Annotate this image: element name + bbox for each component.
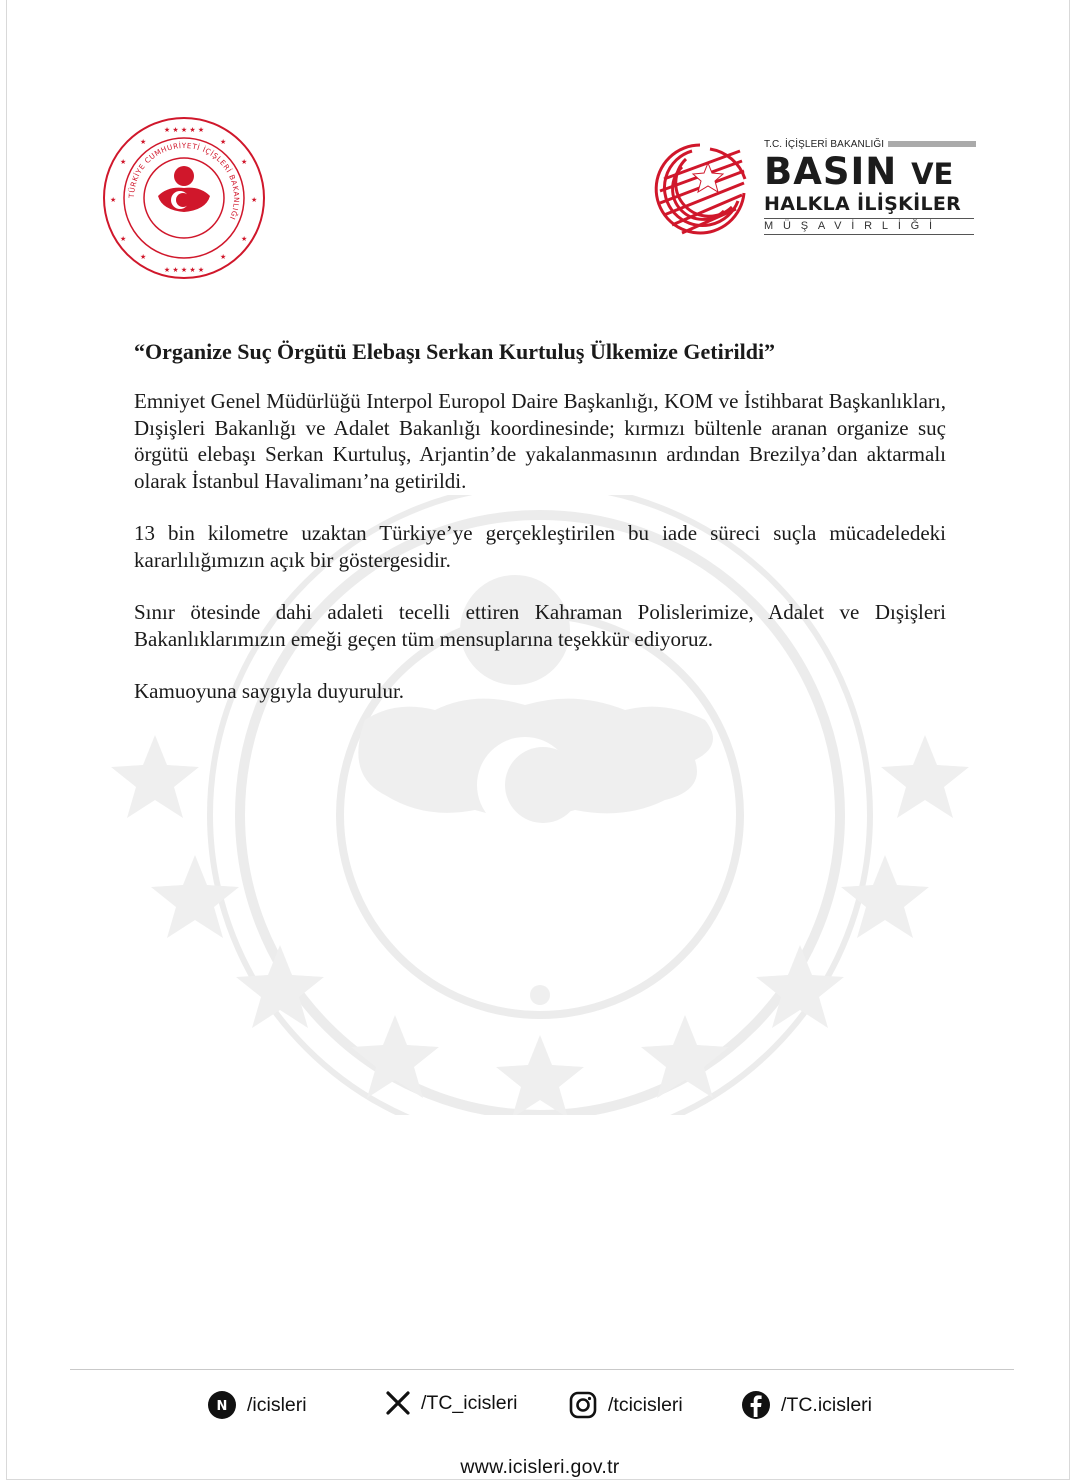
social-x[interactable] xyxy=(385,1390,517,1416)
social-handle-facebook[interactable]: /TC.icisleri xyxy=(781,1393,872,1416)
social-handle-nsosyal[interactable]: /icisleri xyxy=(247,1393,307,1416)
svg-text:★: ★ xyxy=(220,253,227,261)
svg-text:★: ★ xyxy=(241,158,248,166)
footer-divider xyxy=(70,1369,1014,1370)
svg-text:★: ★ xyxy=(120,235,127,243)
closing-line: Kamuoyuna saygıyla duyurulur. xyxy=(134,679,405,703)
crescent-star-icon xyxy=(650,139,750,239)
svg-text:★: ★ xyxy=(241,235,248,243)
seal-text: TÜRKİYE CUMHURİYETİ İÇİŞLERİ BAKANLIĞI xyxy=(126,140,242,222)
press-release-body xyxy=(134,337,946,704)
social-nsosyal[interactable] xyxy=(207,1390,307,1420)
brand-line-3: MÜŞAVİRLİĞİ xyxy=(764,218,974,235)
svg-text:★: ★ xyxy=(110,196,117,204)
ministry-seal-logo xyxy=(100,116,268,280)
paragraph-1: Emniyet Genel Müdürlüğü Interpol Europol Daire Başkanlığı, KOM ve İstihbarat Başkanlıkları, Dışişleri Bakanlığı ve Adalet Bakanlığı koordinesinde; kırmızı bültenle aranan organize suç örgütü elebaşı Serkan Kurtuluş, Arjantin’de yakalanmasının ardından Brezilya’dan aktarmalı olarak İstanbul Havalimanı’na getirildi. xyxy=(134,389,946,493)
instagram-icon xyxy=(568,1390,598,1420)
svg-text:★ ★ ★ ★ ★: ★ ★ ★ ★ ★ xyxy=(163,126,205,134)
paragraph-3: Sınır ötesinde dahi adaleti tecelli ettiren Kahraman Polislerimize, Adalet ve Dışişleri Bakanlıklarımızın emeği geçen tüm mensuplarına teşekkür ediyoruz. xyxy=(134,600,946,651)
ministry-line: T.C. İÇİŞLERİ BAKANLIĞI xyxy=(764,138,885,150)
press-release-title: “Organize Suç Örgütü Elebaşı Serkan Kurtuluş Ülkemize Getirildi” xyxy=(134,339,776,364)
svg-text:★: ★ xyxy=(140,138,147,146)
paragraph-2: 13 bin kilometre uzaktan Türkiye’ye gerçekleştirilen bu iade süreci suçla mücadeledeki kararlılığımızın açık bir göstergesidir. xyxy=(134,521,946,572)
svg-text:★ ★ ★ ★ ★: ★ ★ ★ ★ ★ xyxy=(163,266,205,274)
website-link[interactable]: www.icisleri.gov.tr xyxy=(460,1456,620,1478)
x-icon xyxy=(385,1390,411,1416)
nsosyal-icon xyxy=(207,1390,237,1420)
svg-text:★: ★ xyxy=(251,196,258,204)
svg-text:★: ★ xyxy=(220,138,227,146)
svg-text:★: ★ xyxy=(120,158,127,166)
social-facebook[interactable] xyxy=(741,1390,872,1420)
social-handle-instagram[interactable]: /tcicisleri xyxy=(608,1393,683,1416)
press-office-brand xyxy=(650,137,980,241)
svg-text:N: N xyxy=(216,1399,228,1414)
social-instagram[interactable] xyxy=(568,1390,683,1420)
brand-line-2: HALKLA İLİŞKİLER xyxy=(764,193,962,215)
facebook-icon xyxy=(741,1390,771,1420)
brand-line-1-suffix: VE xyxy=(911,157,954,191)
svg-text:★: ★ xyxy=(140,253,147,261)
social-handle-x[interactable]: /TC_icisleri xyxy=(421,1391,518,1414)
brand-line-1: BASIN xyxy=(764,150,898,193)
